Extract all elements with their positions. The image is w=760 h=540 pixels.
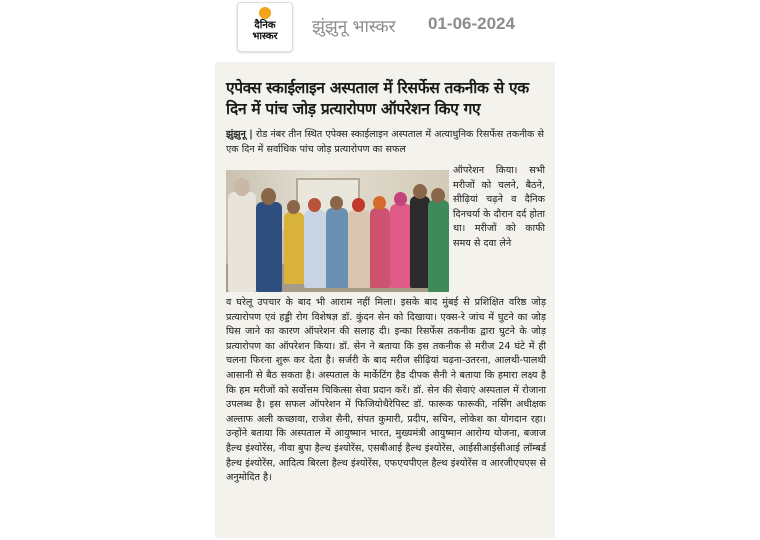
article-side-column: ऑपरेशन किया। सभी मरीजों को चलने, बैठने, सीढ़ियां चढ़ने व दैनिक दिनचर्या के दौरान दर्द होता था। मरीजों को काफी समय से दवा लेने	[453, 165, 545, 249]
sun-icon	[259, 7, 271, 19]
person-figure	[390, 204, 412, 288]
logo-line-1: दैनिक	[254, 20, 276, 31]
person-figure	[428, 200, 449, 292]
person-figure	[304, 210, 326, 288]
person-figure	[228, 192, 256, 292]
person-head	[330, 196, 343, 210]
intro-text: रोड नंबर तीन स्थित एपेक्स स्काईलाइन अस्पताल में अत्याधुनिक रिसर्फेस तकनीक से एक दिन में सर्वाधिक पांच जोड़ प्रत्यारोपण का सफल	[226, 129, 544, 155]
person-figure	[370, 208, 390, 288]
person-figure	[284, 212, 304, 284]
person-head	[373, 196, 386, 210]
dateline: झुंझुनू |	[226, 129, 253, 140]
person-head	[431, 188, 445, 203]
newspaper-header	[232, 0, 552, 56]
person-head	[352, 198, 365, 212]
person-head	[287, 200, 300, 214]
article-body: व घरेलू उपचार के बाद भी आराम नहीं मिला। इसके बाद मुंबई से प्रशिक्षित वरिष्ठ जोड़ प्रत्यारोपण एवं हड्डी रोग विशेषज्ञ डॉ. कुंदन सेन को दिखाया। एक्स-रे जांच में घुटने का जोड़ घिस जाने का कारण ऑपरेशन की सलाह दी। इन्का रिसर्फेस तकनीक द्वारा घुटने के जोड़ प्रत्यारोपण का ऑपरेशन किया। डॉ. सेन ने बताया कि इस तकनीक से मरीज 24 घंटे में ही चलना फिरना शुरू कर देता है। सर्जरी के बाद मरीज सीढ़ियां चढ़ना-उतरना, आलथी-पालथी आसानी से बैठ सकता है। अस्पताल के मार्केटिंग हैड दीपक सैनी ने बताया कि हमारा लक्ष्य है कि हम मरीजों को सर्वोत्तम चिकित्सा सेवा प्रदान करें। डॉ. सेन की सेवाएं अस्पताल में रोजाना उपलब्ध है। इस सफल ऑपरेशन में फिजियोथैरेपिस्ट डॉ. फारूक फारूकी, नर्सिंग अधीक्षक अल्ताफ अली कच्छावा, राजेश सैनी, संपत कुमारी, प्रदीप, सचिन, लोकेश का योगदान रहा। उन्होंने बताया कि अस्पताल में आयुष्मान भारत, मुख्यमंत्री आयुष्मान आरोग्य योजना, बजाज हैल्थ इंश्योरेंस, नीवा बुपा हैल्थ इंश्योरेंस, एसबीआई हैल्थ इंश्योरेंस, आईसीआईसीआई लॉम्बर्ड हैल्थ इंश्योरेंस, आदित्य बिरला हैल्थ इंश्योरेंस, एफएचपीएल हैल्थ इंश्योरेंस व आरजीएचएस से अनुमोदित है।	[226, 297, 546, 484]
edition-name: झुंझुनू भास्कर	[312, 17, 396, 37]
article-headline: एपेक्स स्काईलाइन अस्पताल में रिसर्फेस तकनीक से एक दिन में पांच जोड़ प्रत्यारोपण ऑपरेशन किए गए	[226, 79, 529, 118]
person-head	[261, 188, 276, 205]
person-figure	[348, 210, 370, 288]
person-head	[394, 192, 407, 206]
person-figure	[326, 208, 348, 288]
person-head	[308, 198, 321, 212]
person-head	[413, 184, 427, 199]
person-figure	[256, 202, 282, 292]
person-head	[234, 178, 250, 196]
person-figure	[410, 196, 430, 288]
logo-line-2: भास्कर	[252, 31, 278, 42]
publication-date: 01-06-2024	[428, 14, 515, 33]
article-photo	[226, 170, 449, 292]
dainik-bhaskar-logo	[237, 2, 293, 52]
article-intro	[226, 128, 544, 157]
